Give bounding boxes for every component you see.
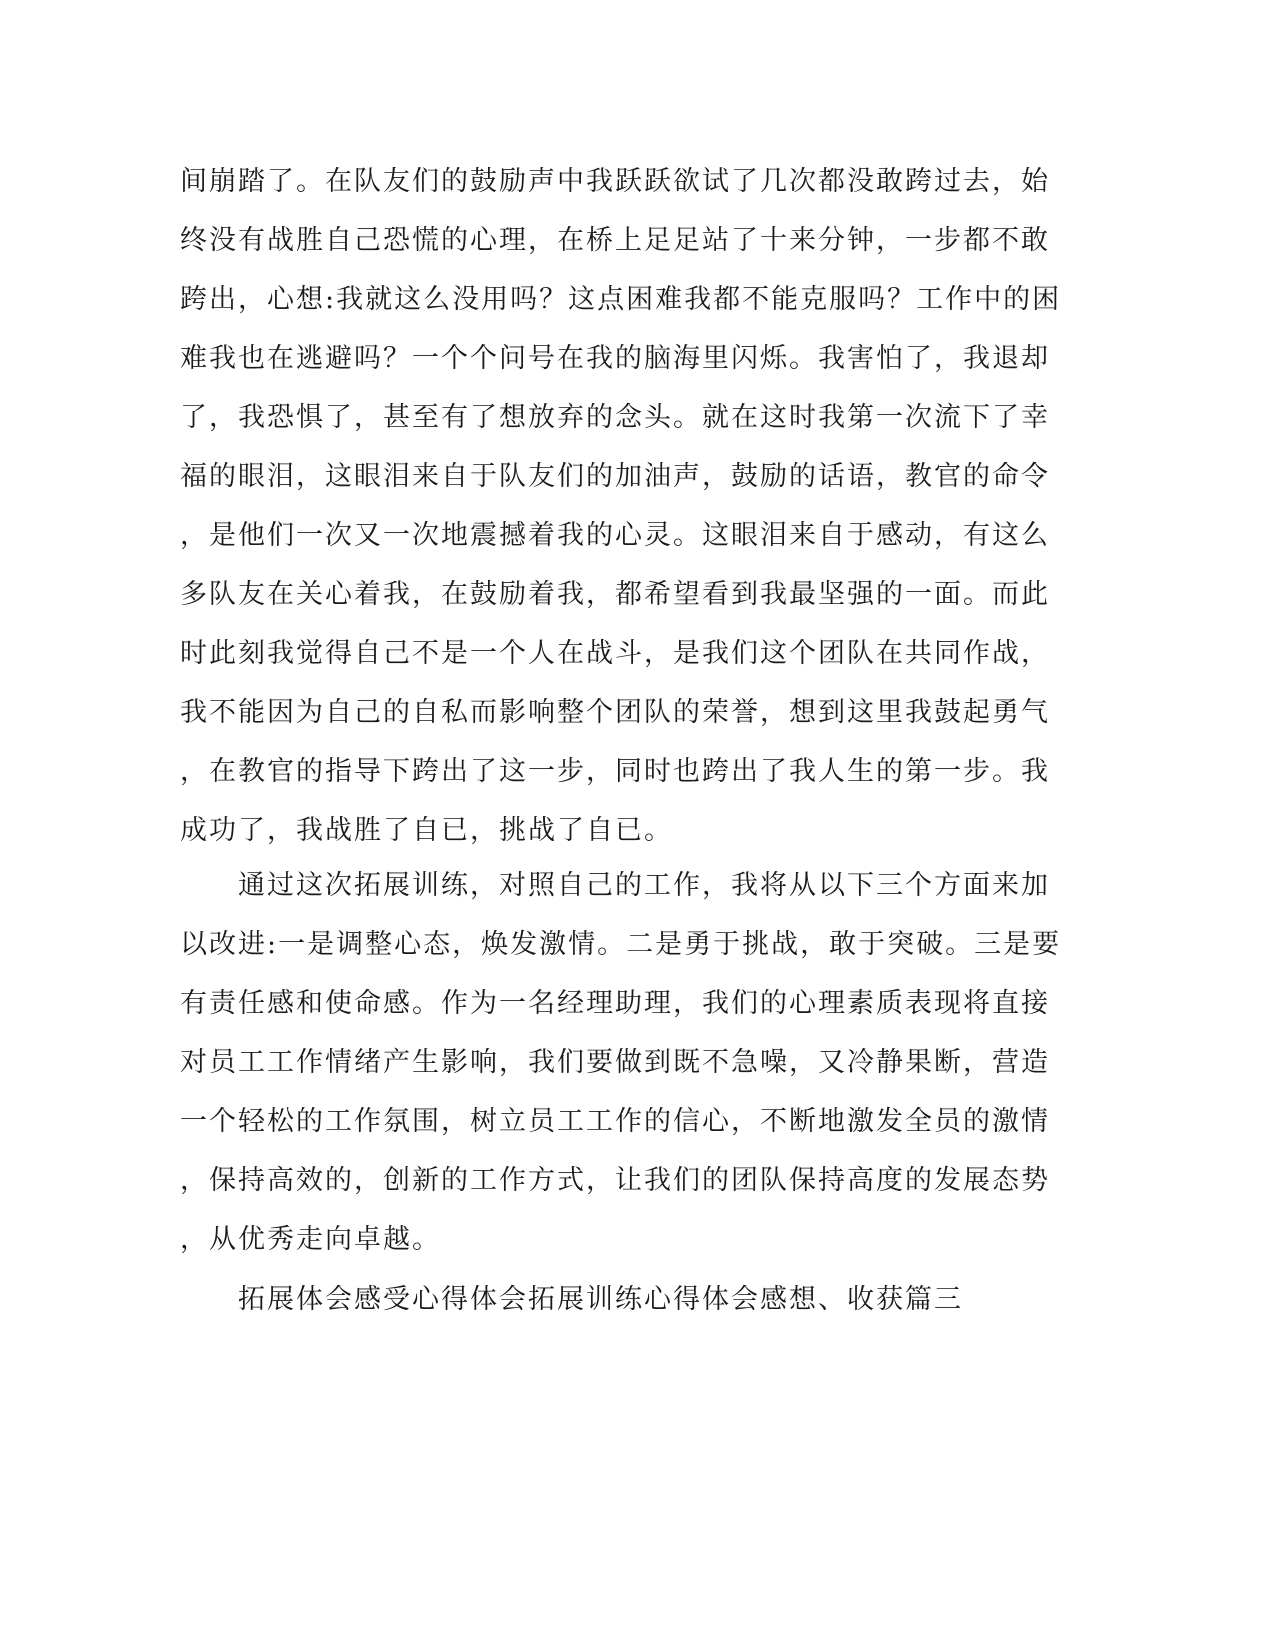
text-line: 通过这次拓展训练，对照自己的工作，我将从以下三个方面来加 xyxy=(180,870,1050,901)
text-line: 终没有战胜自己恐慌的心理，在桥上足足站了十来分钟，一步都不敢 xyxy=(180,225,1050,256)
text-line: ，保持高效的，创新的工作方式，让我们的团队保持高度的发展态势 xyxy=(180,1165,1050,1196)
text-line: 我不能因为自己的自私而影响整个团队的荣誉，想到这里我鼓起勇气 xyxy=(180,697,1050,728)
paragraph-2 xyxy=(180,856,1062,1269)
text-line: ，是他们一次又一次地震撼着我的心灵。这眼泪来自于感动，有这么 xyxy=(180,520,1050,551)
text-line: 跨出，心想:我就这么没用吗？这点困难我都不能克服吗？工作中的困 xyxy=(180,284,1062,315)
text-line: 多队友在关心着我，在鼓励着我，都希望看到我最坚强的一面。而此 xyxy=(180,579,1050,610)
text-line: ，从优秀走向卓越。 xyxy=(180,1224,441,1255)
text-line: 成功了，我战胜了自已，挑战了自已。 xyxy=(180,815,673,846)
text-line: 福的眼泪，这眼泪来自于队友们的加油声，鼓励的话语，教官的命令 xyxy=(180,461,1050,492)
section-heading-paragraph xyxy=(180,1270,1030,1329)
text-line: 时此刻我觉得自己不是一个人在战斗，是我们这个团队在共同作战， xyxy=(180,638,1050,669)
text-line: 对员工工作情绪产生影响，我们要做到既不急噪，又冷静果断，营造 xyxy=(180,1047,1050,1078)
text-line: 了，我恐惧了，甚至有了想放弃的念头。就在这时我第一次流下了幸 xyxy=(180,402,1050,433)
text-line: 难我也在逃避吗？一个个问号在我的脑海里闪烁。我害怕了，我退却 xyxy=(180,343,1050,374)
text-line: 以改进:一是调整心态，焕发激情。二是勇于挑战，敢于突破。三是要 xyxy=(180,929,1062,960)
paragraph-1 xyxy=(180,152,1062,860)
text-line: ，在教官的指导下跨出了这一步，同时也跨出了我人生的第一步。我 xyxy=(180,756,1050,787)
text-line: 拓展体会感受心得体会拓展训练心得体会感想、收获篇三 xyxy=(180,1284,963,1315)
text-line: 有责任感和使命感。作为一名经理助理，我们的心理素质表现将直接 xyxy=(180,988,1050,1019)
text-line: 一个轻松的工作氛围，树立员工工作的信心，不断地激发全员的激情 xyxy=(180,1106,1050,1137)
text-line: 间崩踏了。在队友们的鼓励声中我跃跃欲试了几次都没敢跨过去，始 xyxy=(180,166,1050,197)
